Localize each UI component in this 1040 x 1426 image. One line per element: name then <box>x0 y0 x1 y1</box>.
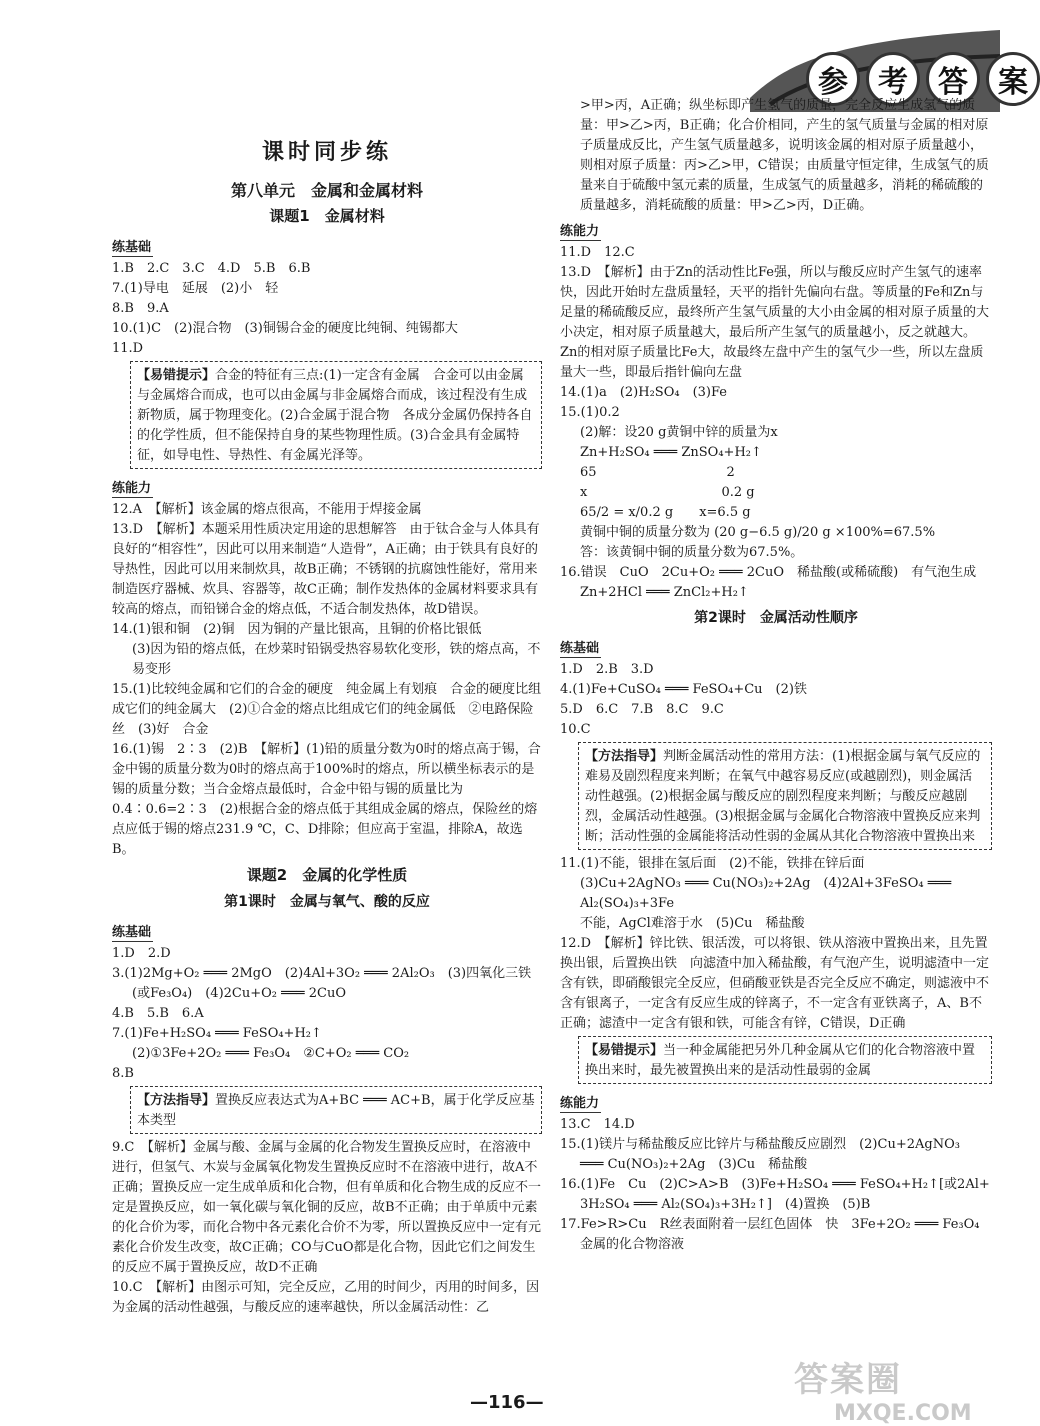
section-heading: 练基础 <box>112 236 153 257</box>
answer-line: 5.D 6.C 7.B 8.C 9.C <box>560 702 724 717</box>
answer-line: 12.A 【解析】该金属的熔点很高，不能用于焊接金属 <box>112 502 422 517</box>
method-text: 置换反应表达式为A+BC ═══ AC+B，属于化学反应基本类型 <box>137 1093 535 1128</box>
answer-line: (3)因为铅的熔点低，在炒菜时铅锅受热容易软化变形，铁的熔点高，不易变形 <box>132 642 541 677</box>
section-heading: 练基础 <box>560 637 601 658</box>
equation-line: Zn+H₂SO₄ ═══ ZnSO₄+H₂↑ <box>580 445 762 460</box>
answer-line: 16.(1)锡 2∶3 (2)B 【解析】(1)铅的质量分数为0时的熔点高于锡，合金中锡的质量分数为0时的熔点高于100%时的熔点，所以横坐标表示的是锡的质量分数；当合金熔点最低时，合金中铅与锡的质量比为0.4∶0.6=2∶3 (2)根据合金的熔点低于其组成金属的熔点，保险丝的熔点应低于锡的熔点231.9 ℃，C、D排除；但应高于室温，排除A，故选B。 <box>112 742 541 857</box>
lesson-title: 课题1 金属材料 <box>269 207 385 225</box>
method-tag: 【方法指导】 <box>137 1093 216 1108</box>
section-heading: 练能力 <box>560 220 601 241</box>
answer-line: 13.C 14.D <box>560 1117 635 1132</box>
equation-line: 65 2 <box>580 465 735 480</box>
answer-line: ═══ Cu(NO₃)₂+2Ag (3)Cu 稀盐酸 <box>580 1157 808 1172</box>
answer-line: (或Fe₃O₄) (4)2Cu+O₂ ═══ 2CuO <box>132 986 346 1001</box>
answer-line: 1.D 2.D <box>112 946 171 961</box>
section-heading: 练基础 <box>112 921 153 942</box>
answer-line: 11.(1)不能，银排在氢后面 (2)不能，铁排在锌后面 <box>560 856 865 871</box>
answer-line: 11.D 12.C <box>560 245 635 260</box>
answer-line: 金属的化合物溶液 <box>580 1237 685 1252</box>
answer-line: 7.(1)Fe+H₂SO₄ ═══ FeSO₄+H₂↑ <box>112 1026 322 1041</box>
answer-line: 不能，AgCl难溶于水 (5)Cu 稀盐酸 <box>580 916 805 931</box>
answer-line: 14.(1)a (2)H₂SO₄ (3)Fe <box>560 385 727 400</box>
answer-line: 8.B <box>112 1066 134 1081</box>
answer-line: 11.D <box>112 341 144 356</box>
answer-line: 8.B 9.A <box>112 301 169 316</box>
answer-line: 17.Fe>R>Cu R丝表面附着一层红色固体 快 3Fe+2O₂ ═══ Fe₃O₄ <box>560 1217 980 1232</box>
page-number: —116— <box>470 1392 544 1413</box>
tip-box <box>130 361 542 469</box>
banner-char: 答 <box>926 52 980 106</box>
answer-line: (2)解：设20 g黄铜中锌的质量为x <box>580 425 778 440</box>
answer-line: (3)Cu+2AgNO₃ ═══ Cu(NO₃)₂+2Ag (4)2Al+3FeSO₄ ═══ Al₂(SO₄)₃+3Fe <box>580 876 956 911</box>
banner-char: 案 <box>986 52 1040 106</box>
answer-line: 1.D 2.B 3.D <box>560 662 654 677</box>
tip-text: 当一种金属能把另外几种金属从它们的化合物溶液中置换出来时，最先被置换出来的是活动性最弱的金属 <box>585 1043 976 1078</box>
tip-text: 合金的特征有三点:(1)一定含有金属 合金可以由金属与金属熔合而成，也可以由金属与非金属熔合而成，该过程没有生成新物质，属于物理变化。(2)合金属于混合物 各成分金属仍保持各自的化学性质，但不能保持自身的某些物理性质。(3)合金具有金属特征，如导电性、导热性、有金属光泽等。 <box>137 368 533 463</box>
answer-line: (2)①3Fe+2O₂ ═══ Fe₃O₄ ②C+O₂ ═══ CO₂ <box>132 1046 410 1061</box>
answer-line: 1.B 2.C 3.C 4.D 5.B 6.B <box>112 261 311 276</box>
answer-line: 9.C 【解析】金属与酸、金属与金属的化合物发生置换反应时，在溶液中进行，但氢气、木炭与金属氧化物发生置换反应时不在溶液中进行，故A不正确；置换反应一定生成单质和化合物，但有单质和化合物生成的反应不一定是置换反应，如一氧化碳与氧化铜的反应，故B不正确；由于单质中元素的化合价为零，而化合物中各元素化合价不为零，所以置换反应中一定有元素化合价发生改变，故C正确；CO与CuO都是化合物，因此它们之间发生的反应不属于置换反应，故D不正确 <box>112 1140 542 1275</box>
tip-tag: 【易错提示】 <box>137 368 216 383</box>
page-title: 课时同步练 <box>261 140 392 165</box>
tip-box <box>578 1036 992 1084</box>
answer-line: 4.(1)Fe+CuSO₄ ═══ FeSO₄+Cu (2)铁 <box>560 682 807 697</box>
method-box <box>578 742 992 850</box>
answer-line: 7.(1)导电 延展 (2)小 轻 <box>112 281 279 296</box>
section-heading: 练能力 <box>112 477 153 498</box>
answer-line: 13.D 【解析】本题采用性质决定用途的思想解答 由于钛合金与人体具有良好的“相容性”，因此可以用来制造“人造骨”，A正确；由于铁具有良好的导热性，因此可以用来制炊具，故B正确；不锈钢的抗腐蚀性能好，常用来制造医疗器械、炊具、容器等，故C正确；制作发热体的金属材料要求具有较高的熔点，而铅锑合金的熔点低，不适合制发热体，故D错误。 <box>112 522 540 617</box>
answer-line: 10.(1)C (2)混合物 (3)铜锡合金的硬度比纯铜、纯锡都大 <box>112 321 458 336</box>
banner-char: 考 <box>866 52 920 106</box>
answer-line: 10.C <box>560 722 591 737</box>
equation-line: Zn+2HCl ═══ ZnCl₂+H₂↑ <box>580 585 749 600</box>
equation-line: x 0.2 g <box>580 485 755 500</box>
method-text: 判断金属活动性的常用方法：(1)根据金属与氧气反应的难易及剧烈程度来判断；在氧气中越容易反应(或越剧烈)，则金属活动性越强。(2)根据金属与酸反应的剧烈程度来判断；与酸反应越剧烈，金属活动性越强。(3)根据金属与金属化合物溶液中置换反应来判断；活动性强的金属能将活动性弱的金属从其化合物溶液中置换出来 <box>585 749 981 844</box>
answer-line: 16.(1)Fe Cu (2)C>A>B (3)Fe+H₂SO₄ ═══ FeSO₄+H₂↑[或2Al+ <box>560 1177 990 1192</box>
answer-line: >甲>丙，A正确；纵坐标即产生氢气的质量，完全反应生成氢气的质量：甲>乙>丙，B正确；化合价相同，产生的氢气质量与金属的相对原子质量成反比，产生氢气质量越多，说明该金属的相对原子质量越小，则相对原子质量：丙>乙>甲，C错误；由质量守恒定律，生成氢气的质量来自于硫酸中氢元素的质量，生成氢气的质量越多，消耗的稀硫酸的质量越多，消耗硫酸的质量：甲>乙>丙，D正确。 <box>580 98 989 213</box>
lesson-title: 课题2 金属的化学性质 <box>246 866 408 884</box>
answer-line: 4.B 5.B 6.A <box>112 1006 204 1021</box>
answer-line: 14.(1)银和铜 (2)铜 因为铜的产量比银高，且铜的价格比银低 <box>112 622 482 637</box>
lesson-subtitle: 第2课时 金属活动性顺序 <box>694 610 858 626</box>
answer-line: 黄铜中铜的质量分数为 (20 g−6.5 g)/20 g ×100%=67.5% <box>580 525 936 540</box>
answer-line: 15.(1)比较纯金属和它们的合金的硬度 纯金属上有划痕 合金的硬度比组成它们的纯金属大 (2)①合金的熔点比组成它们的纯金属低 ②电路保险丝 (3)好 合金 <box>112 682 542 737</box>
right-column <box>560 96 992 1255</box>
answer-line: 10.C 【解析】由图示可知，完全反应，乙用的时间少，丙用的时间多，因为金属的活动性越强，与酸反应的速率越快，所以金属活动性：乙 <box>112 1280 540 1315</box>
site-watermark <box>794 1352 994 1426</box>
answer-line: 13.D 【解析】由于Zn的活动性比Fe强，所以与酸反应时产生氢气的速率快，因此开始时左盘质量轻，天平的指针先偏向右盘。等质量的Fe和Zn与足量的稀硫酸反应，最终所产生氢气质量的大小由金属的相对原子质量的大小决定，相对原子质量越大，最后所产生氢气的质量越小，反之就越大。Zn的相对原子质量比Fe大，故最终左盘中产生的氢气少一些，所以左盘质量大一些，即最后指针偏向左盘 <box>560 265 990 380</box>
answer-line: 15.(1)0.2 <box>560 405 620 420</box>
method-tag: 【方法指导】 <box>585 749 664 764</box>
answer-line: 15.(1)镁片与稀盐酸反应比锌片与稀盐酸反应剧烈 (2)Cu+2AgNO₃ <box>560 1137 960 1152</box>
answer-line: 答：该黄铜中铜的质量分数为67.5%。 <box>580 545 804 560</box>
banner-char: 参 <box>806 52 860 106</box>
answer-line: 3.(1)2Mg+O₂ ═══ 2MgO (2)4Al+3O₂ ═══ 2Al₂O₃ (3)四氧化三铁 <box>112 966 532 981</box>
method-box <box>130 1086 542 1134</box>
answer-line: 3H₂SO₄ ═══ Al₂(SO₄)₃+3H₂↑] (4)置换 (5)B <box>580 1197 871 1212</box>
answer-line: 16.错误 CuO 2Cu+O₂ ═══ 2CuO 稀盐酸(或稀硫酸) 有气泡生成 <box>560 565 977 580</box>
answer-line: 12.D 【解析】锌比铁、银活泼，可以将银、铁从溶液中置换出来，且先置换出银，后置换出铁 向滤渣中加入稀盐酸，有气泡产生，说明滤渣中一定含有铁，即硝酸银完全反应，但硝酸亚铁是否完全反应不确定，则滤液中不含有银离子，一定含有反应生成的锌离子，不一定含有亚铁离子，A、B不正确；滤渣中一定含有银和铁，可能含有锌，C错误，D正确 <box>560 936 990 1031</box>
section-heading: 练能力 <box>560 1092 601 1113</box>
equation-line: 65/2 = x/0.2 g x=6.5 g <box>580 505 751 520</box>
tip-tag: 【易错提示】 <box>585 1043 664 1058</box>
watermark-logo-text: 答案圈 <box>794 1360 902 1400</box>
lesson-subtitle: 第1课时 金属与氧气、酸的反应 <box>224 894 430 910</box>
watermark-url: MXQE.COM <box>834 1401 972 1426</box>
left-column <box>112 95 542 1318</box>
unit-title: 第八单元 金属和金属材料 <box>230 181 423 200</box>
